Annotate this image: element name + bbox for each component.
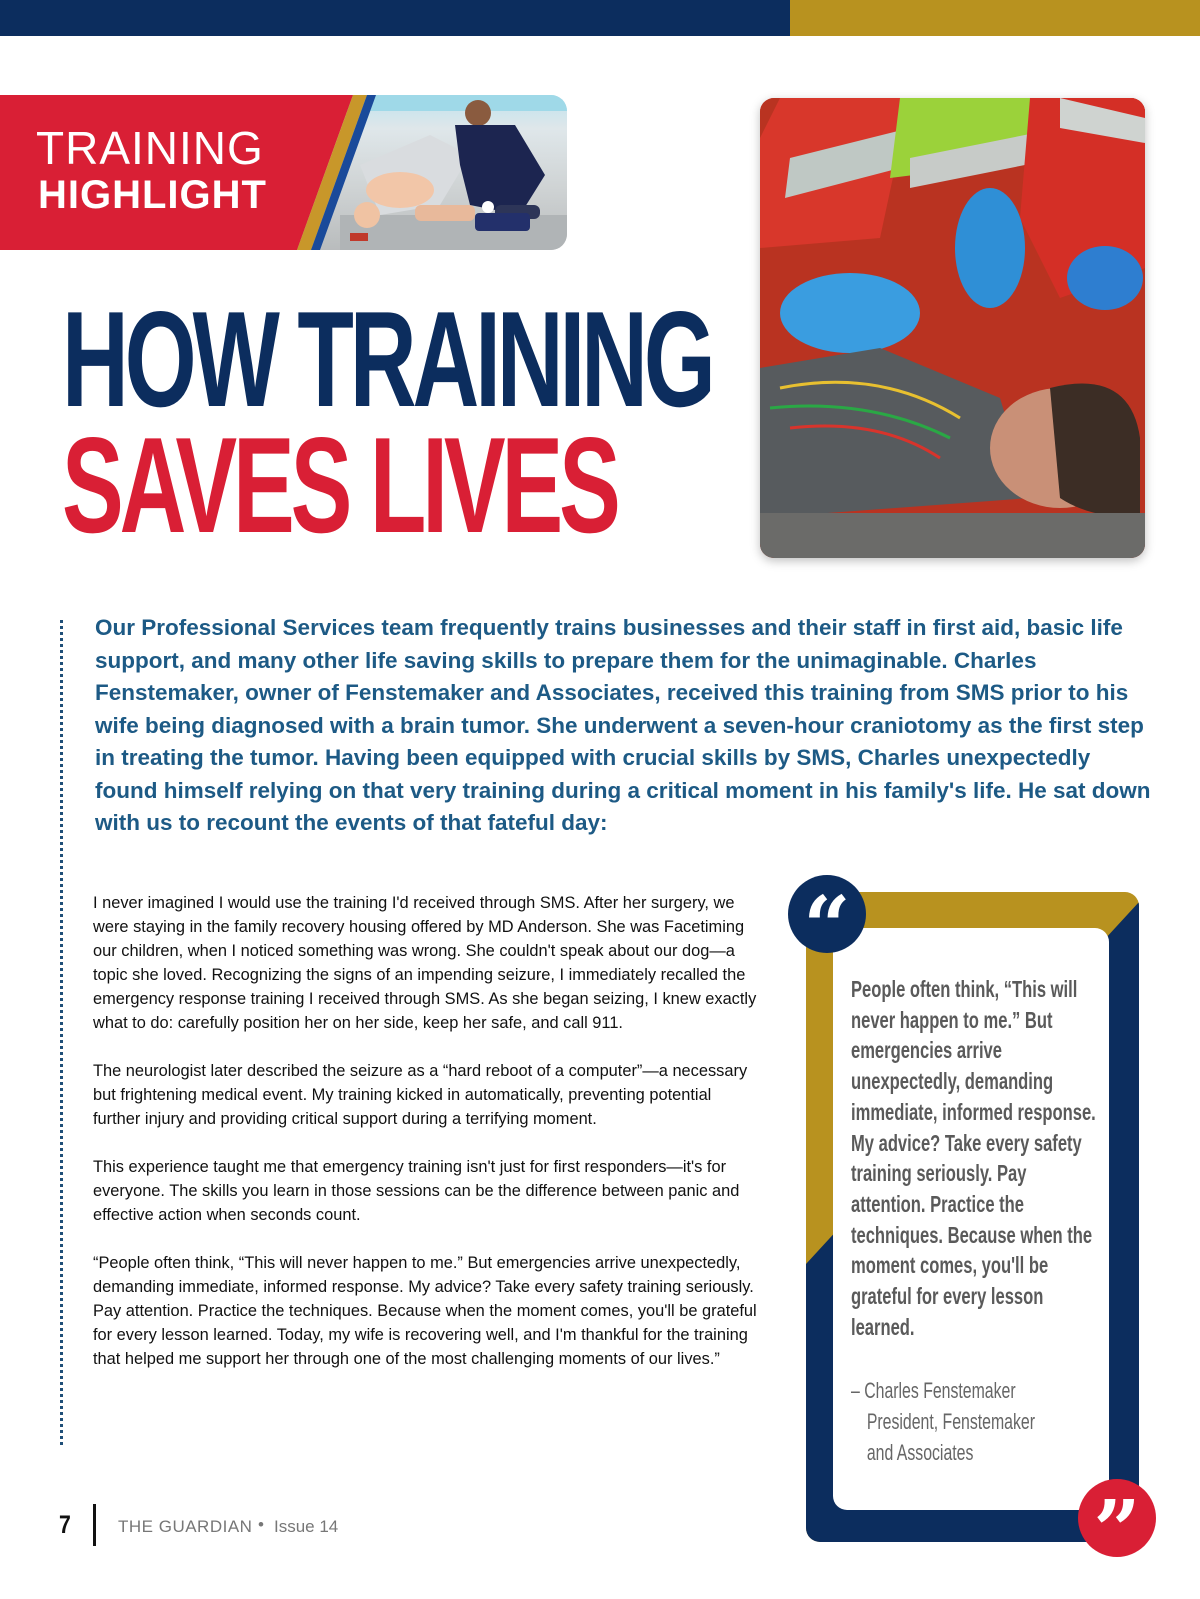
top-bar-gold [790,0,1200,36]
headline [62,283,712,561]
footer-separator: • [258,1515,264,1534]
banner-title-line2: HIGHLIGHT [38,173,267,217]
close-quote-icon: ” [1078,1479,1156,1557]
training-highlight-banner [0,95,567,250]
pull-quote-attribution [851,1375,1081,1468]
page-number: 7 [59,1511,71,1539]
pull-quote-text: People often think, “This will never happen to me.” But emergencies arrive unexpectedly, demanding immediate, informed response. My advice? Take every safety training seriously. Pay attention. Practice the techniques. Because when the moment comes, you'll be grateful for every lesson learned. [851,976,1096,1340]
attribution-name: – Charles Fenstemaker [851,1378,1016,1403]
headline-line2: SAVES LIVES [62,409,617,561]
banner-title-line1: TRAINING [36,122,264,174]
publication-name: THE GUARDIAN [118,1517,253,1536]
intro-paragraph: Our Professional Services team frequently trains businesses and their staff in first aid, basic life support, and many other life saving skills to prepare them for the unimaginable. Charles Fenstemaker, owner of Fenstemaker and Associates, received this training from SMS prior to his wife being diagnosed with a brain tumor. She underwent a seven-hour craniotomy as the first step in treating the tumor. Having been equipped with crucial skills by SMS, Charles unexpectedly found himself relying on that very training during a critical moment in his family's life. He sat down with us to recount the events of that fateful day: [95,615,1151,835]
top-bar-navy [0,0,790,36]
body-paragraph: The neurologist later described the seizure as a “hard reboot of a computer”—a necessary but frightening medical event. My training kicked in automatically, preventing potential further injury and providing critical support during a terrifying moment. [93,1062,748,1128]
headline-line1: HOW TRAINING [62,283,712,435]
body-paragraph: “People often think, “This will never happen to me.” But emergencies arrive unexpectedly, demanding immediate, informed response. My advice? Take every safety training seriously. Pay attention. Practice the techniques. Because when the moment comes, you'll be grateful for every lesson learned. Today, my wife is recovering well, and I'm thankful for the training that helped me support her through one of the most challenging moments of our lives.” [93,1254,757,1368]
hero-photo [760,98,1145,558]
body-paragraph: This experience taught me that emergency training isn't just for first responders—it's for everyone. The skills you learn in those sessions can be the difference between panic and effective action when seconds count. [93,1158,740,1224]
intro-dotted-rule [60,620,63,1445]
attribution-title: President, Fenstemaker [866,1409,1035,1434]
open-quote-icon: “ [788,875,866,953]
issue-number: Issue 14 [274,1517,339,1536]
article-body [93,891,761,1395]
attribution-company: and Associates [866,1440,974,1465]
body-paragraph: I never imagined I would use the training I'd received through SMS. After her surgery, we were staying in the family recovery housing offered by MD Anderson. She was Facetiming our children, when I noticed something was wrong. She couldn't speak about our dog—a topic she loved. Recognizing the signs of an impending seizure, I immediately recalled the emergency response training I received through SMS. As she began seizing, I knew exactly what to do: carefully position her on her side, keep her safe, and call 911. [93,894,757,1032]
footer-divider [93,1504,96,1546]
hero-photo-illustration [760,98,1145,558]
